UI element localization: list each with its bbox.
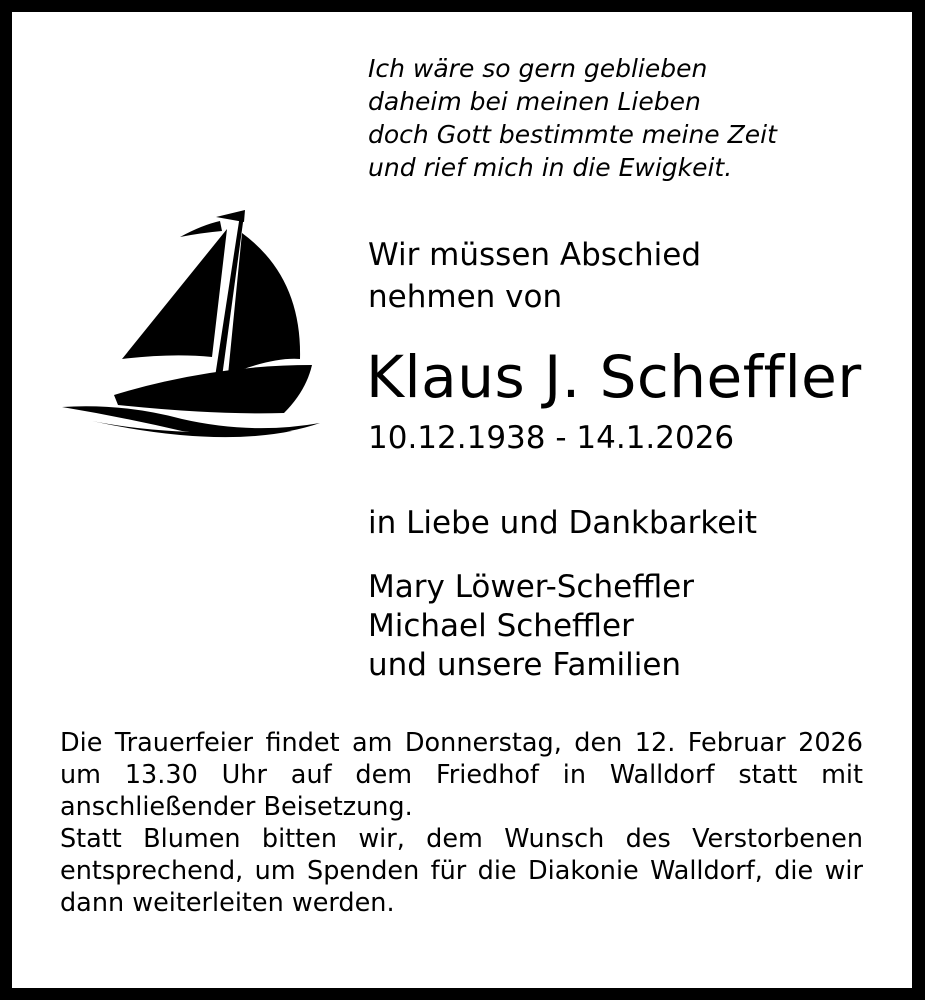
mourner-name: und unsere Familien	[368, 647, 682, 683]
intro-line: Wir müssen Abschied	[368, 237, 701, 273]
life-dates: 10.12.1938 - 14.1.2026	[368, 420, 735, 456]
deceased-name: Klaus J. Scheffler	[366, 343, 862, 411]
intro-line: nehmen von	[368, 279, 563, 315]
funeral-notice	[60, 727, 863, 919]
mourner-name: Mary Löwer-Scheffler	[368, 569, 694, 605]
obituary-card	[12, 12, 912, 988]
mourners-list	[368, 568, 694, 685]
sailboat-icon	[62, 207, 322, 443]
poem-line: und rief mich in die Ewigkeit.	[368, 153, 733, 182]
poem	[368, 52, 777, 184]
poem-line: daheim bei meinen Lieben	[368, 87, 701, 116]
closing-line: in Liebe und Dankbarkeit	[368, 505, 758, 541]
donation-request: Statt Blumen bitten wir, dem Wunsch des Verstorbenen entsprechend, um Spenden für die Diakonie Walldorf, die wir dann weiterleiten werden.	[60, 824, 863, 918]
poem-line: doch Gott bestimmte meine Zeit	[368, 120, 777, 149]
intro-text	[368, 234, 701, 318]
funeral-details: Die Trauerfeier findet am Donnerstag, den 12. Februar 2026 um 13.30 Uhr auf dem Friedhof in Walldorf statt mit anschließender Beisetzung.	[60, 728, 863, 822]
mourner-name: Michael Scheffler	[368, 608, 634, 644]
poem-line: Ich wäre so gern geblieben	[368, 54, 708, 83]
